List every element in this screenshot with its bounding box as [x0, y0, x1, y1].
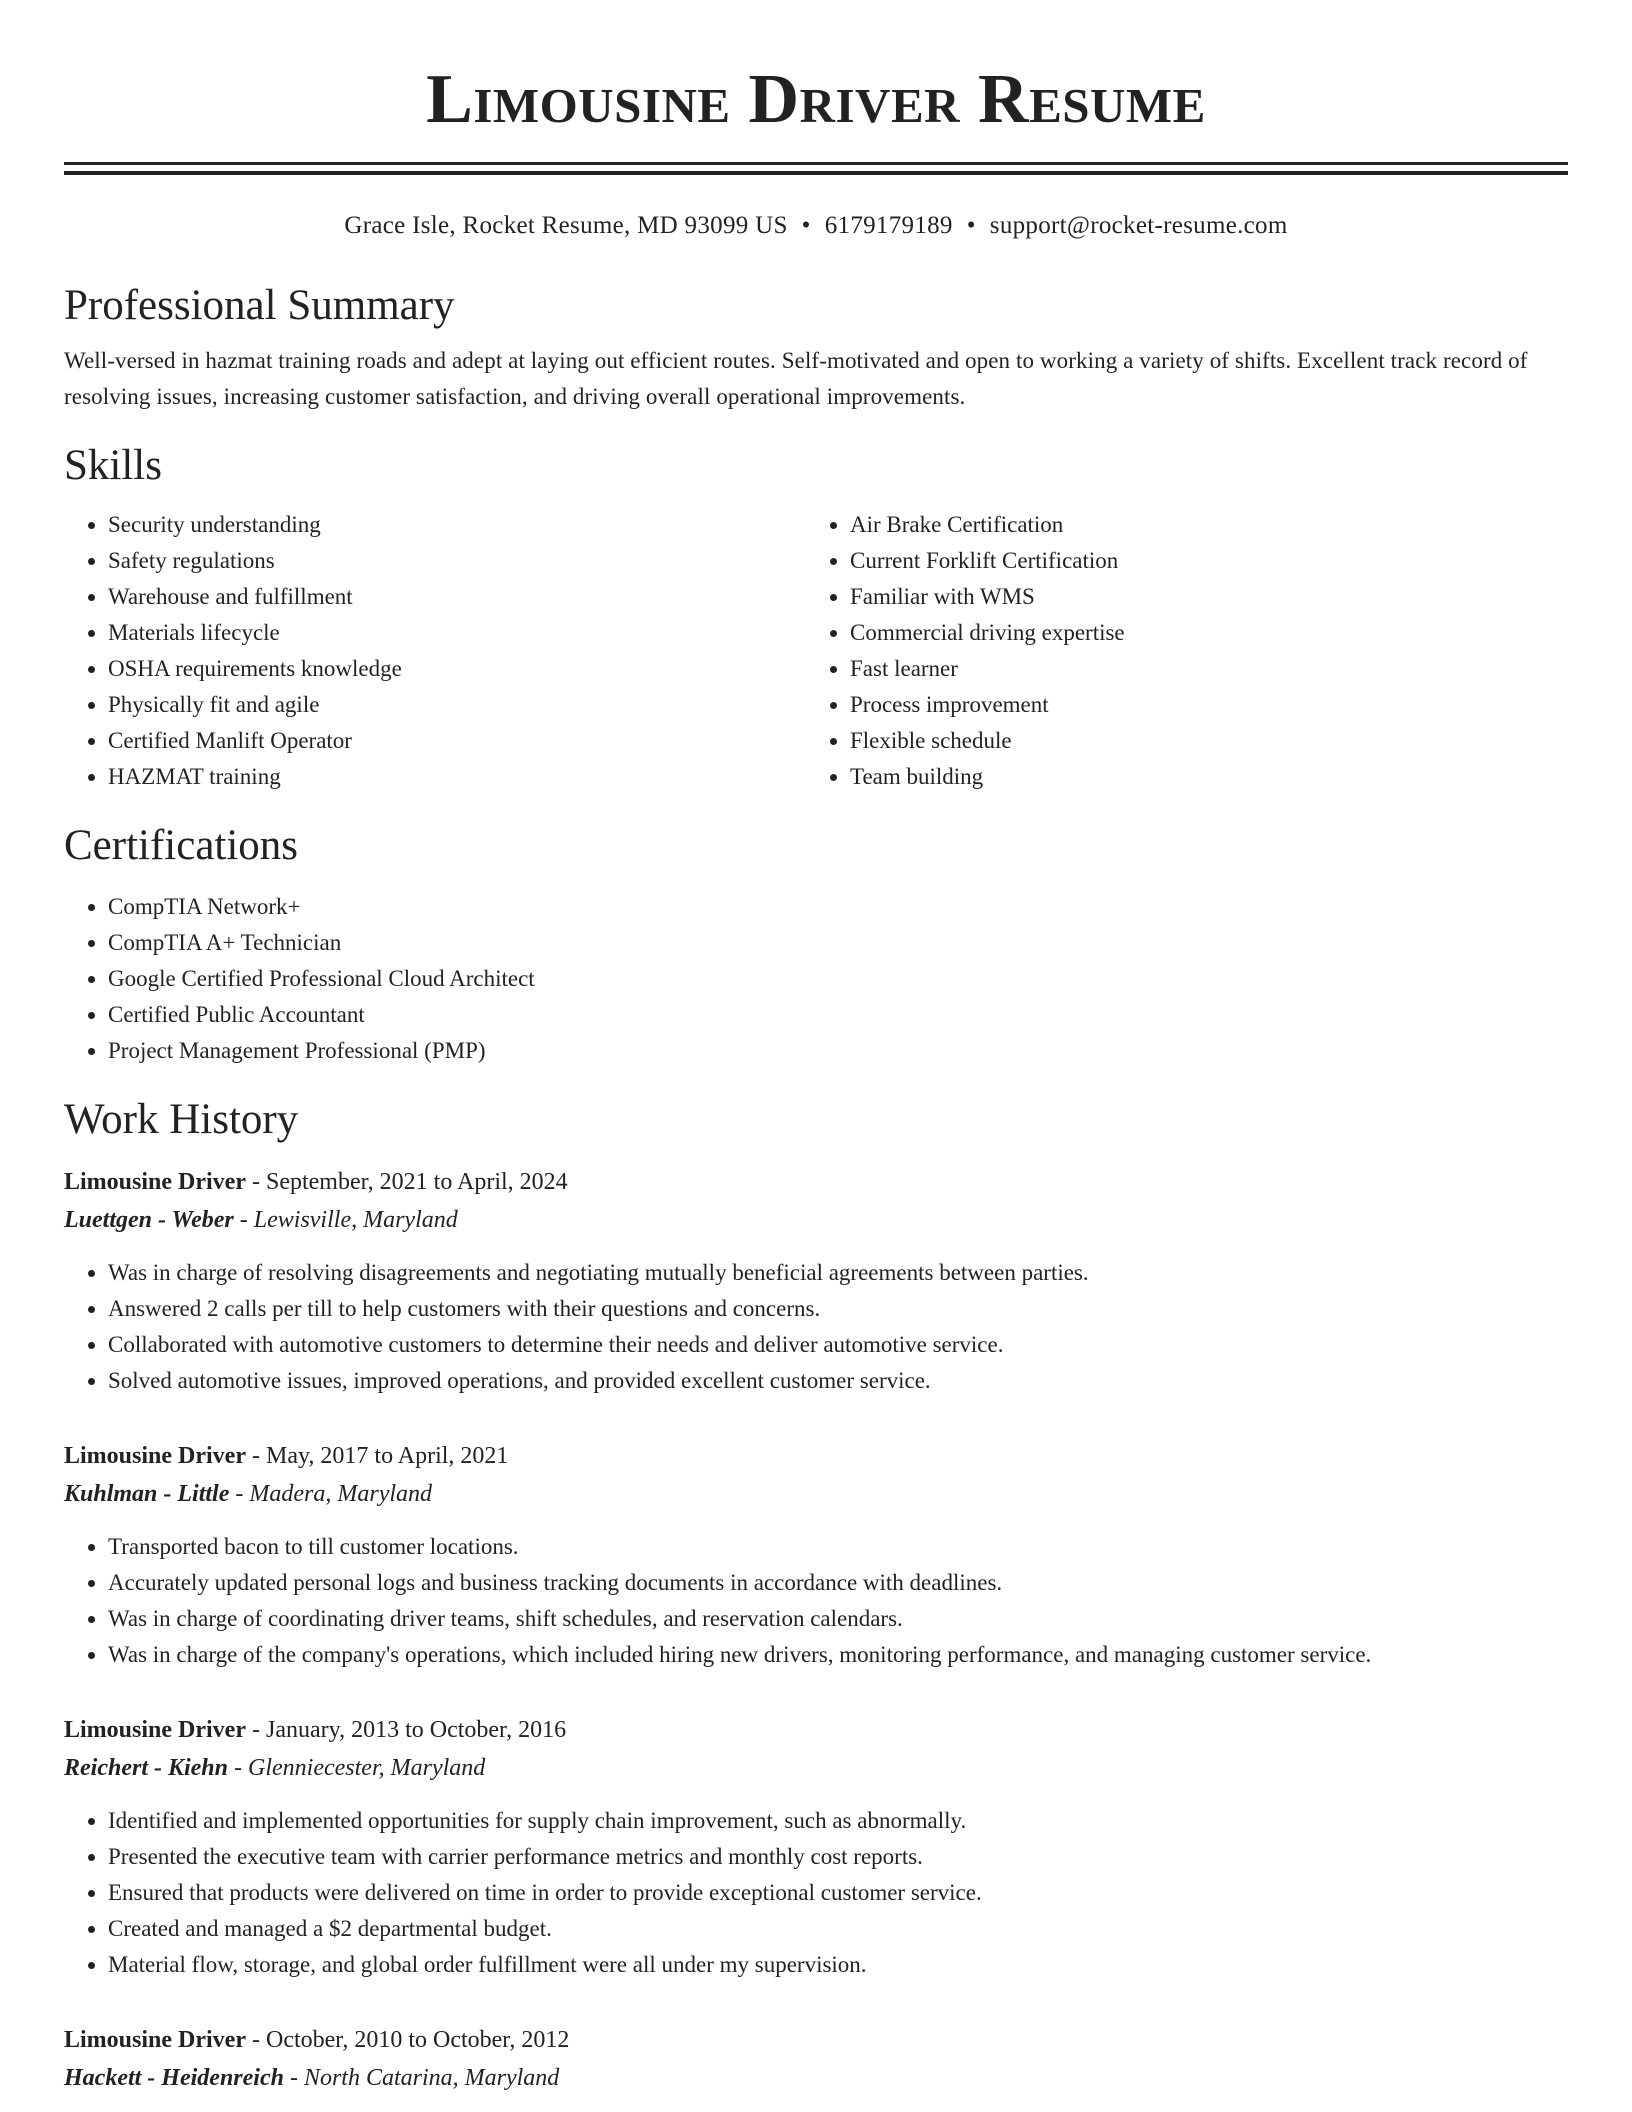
contact-separator: •	[966, 212, 976, 239]
job-company: Reichert - Kiehn	[64, 1755, 229, 1781]
job-title: Limousine Driver	[64, 1717, 246, 1743]
job-dash: -	[283, 2065, 304, 2091]
skills-columns	[64, 507, 1568, 795]
certifications-list	[64, 889, 1568, 1069]
job-title-line	[64, 1437, 1568, 1475]
job-bullet: • Answered 2 calls per till to help customers with their questions and concerns.	[108, 1291, 1568, 1327]
job-dash: -	[233, 1207, 254, 1233]
skill-item: • Warehouse and fulfillment	[108, 579, 806, 615]
skill-item: • Commercial driving expertise	[850, 615, 1548, 651]
certification-item: • CompTIA Network+	[108, 889, 1568, 925]
job-title-line	[64, 2021, 1568, 2059]
job-company-line	[64, 1201, 1568, 1239]
job-bullets	[64, 1803, 1568, 1983]
skill-item: • Familiar with WMS	[850, 579, 1548, 615]
job-title: Limousine Driver	[64, 1169, 246, 1195]
job-company: Hackett - Heidenreich	[64, 2065, 284, 2091]
contact-line	[64, 211, 1568, 241]
contact-separator: •	[801, 212, 811, 239]
job-dates: January, 2013 to October, 2016	[265, 1717, 567, 1743]
skill-item: • HAZMAT training	[108, 759, 806, 795]
contact-email: support@rocket-resume.com	[989, 212, 1288, 239]
job-title: Limousine Driver	[64, 1443, 246, 1469]
job-bullets	[64, 1255, 1568, 1399]
title-rule-top	[64, 162, 1568, 165]
certifications-heading: Certifications	[64, 822, 299, 869]
job-dates: October, 2010 to October, 2012	[265, 2027, 570, 2053]
certification-item: • Project Management Professional (PMP)	[108, 1033, 1568, 1069]
job-company-line	[64, 1475, 1568, 1513]
skills-left-column	[64, 507, 806, 795]
skill-item: • Current Forklift Certification	[850, 543, 1548, 579]
job-location: North Catarina, Maryland	[303, 2065, 560, 2091]
job-title: Limousine Driver	[64, 2027, 246, 2053]
job-bullet: • Material flow, storage, and global order fulfillment were all under my supervision.	[108, 1947, 1568, 1983]
skill-item: • Fast learner	[850, 651, 1548, 687]
job-entry	[64, 2021, 1568, 2097]
contact-phone: 6179179189	[824, 212, 953, 239]
skill-item: • Security understanding	[108, 507, 806, 543]
job-dash: -	[245, 2027, 266, 2053]
resume-page	[64, 0, 1568, 2097]
job-title-line	[64, 1711, 1568, 1749]
work-history-heading: Work History	[64, 1096, 299, 1143]
job-bullet: • Accurately updated personal logs and business tracking documents in accordance with deadlines.	[108, 1565, 1568, 1601]
summary-text: Well-versed in hazmat training roads and adept at laying out efficient routes. Self-motivated and open to working a variety of shifts. Excellent track record of resolving issues, increasing customer satisfaction, and driving overall operational improvements.	[64, 348, 1528, 409]
skill-item: • Air Brake Certification	[850, 507, 1548, 543]
job-bullet: • Solved automotive issues, improved operations, and provided excellent customer service.	[108, 1363, 1568, 1399]
job-dates: September, 2021 to April, 2024	[265, 1169, 568, 1195]
job-location: Lewisville, Maryland	[253, 1207, 458, 1233]
skill-item: • Flexible schedule	[850, 723, 1548, 759]
job-bullet: • Presented the executive team with carrier performance metrics and monthly cost reports.	[108, 1839, 1568, 1875]
certification-item: • Certified Public Accountant	[108, 997, 1568, 1033]
job-company-line	[64, 1749, 1568, 1787]
job-bullet: • Was in charge of coordinating driver teams, shift schedules, and reservation calendars.	[108, 1601, 1568, 1637]
skill-item: • OSHA requirements knowledge	[108, 651, 806, 687]
job-location: Glenniecester, Maryland	[248, 1755, 486, 1781]
job-company: Luettgen - Weber	[64, 1207, 234, 1233]
job-entry	[64, 1711, 1568, 1983]
skill-item: • Physically fit and agile	[108, 687, 806, 723]
job-dash: -	[245, 1169, 266, 1195]
title-rule-bottom	[64, 171, 1568, 175]
job-bullet: • Collaborated with automotive customers to determine their needs and deliver automotive service.	[108, 1327, 1568, 1363]
contact-address: Grace Isle, Rocket Resume, MD 93099 US	[344, 212, 788, 239]
job-bullet: • Created and managed a $2 departmental budget.	[108, 1911, 1568, 1947]
skill-item: • Materials lifecycle	[108, 615, 806, 651]
resume-title: Limousine Driver Resume	[426, 61, 1206, 138]
job-bullet: • Was in charge of the company's operations, which included hiring new drivers, monitoring performance, and managing customer service.	[108, 1637, 1568, 1673]
job-bullets	[64, 1529, 1568, 1673]
summary-heading: Professional Summary	[64, 282, 455, 329]
job-company-line	[64, 2059, 1568, 2097]
job-bullet: • Ensured that products were delivered on time in order to provide exceptional customer service.	[108, 1875, 1568, 1911]
certification-item: • Google Certified Professional Cloud Architect	[108, 961, 1568, 997]
skills-heading: Skills	[64, 442, 162, 489]
job-dash: -	[229, 1481, 250, 1507]
job-entry	[64, 1437, 1568, 1673]
job-location: Madera, Maryland	[249, 1481, 433, 1507]
skills-right-column	[806, 507, 1548, 795]
job-entry	[64, 1163, 1568, 1399]
skill-item: • Team building	[850, 759, 1548, 795]
skill-item: • Safety regulations	[108, 543, 806, 579]
skill-item: • Certified Manlift Operator	[108, 723, 806, 759]
job-company: Kuhlman - Little	[64, 1481, 230, 1507]
certification-item: • CompTIA A+ Technician	[108, 925, 1568, 961]
skills-right-list	[806, 507, 1548, 795]
job-dash: -	[245, 1717, 266, 1743]
job-bullet: • Was in charge of resolving disagreements and negotiating mutually beneficial agreements between parties.	[108, 1255, 1568, 1291]
skills-left-list	[64, 507, 806, 795]
job-dash: -	[245, 1443, 266, 1469]
skill-item: • Process improvement	[850, 687, 1548, 723]
job-bullet: • Transported bacon to till customer locations.	[108, 1529, 1568, 1565]
job-dash: -	[228, 1755, 249, 1781]
job-bullet: • Identified and implemented opportunities for supply chain improvement, such as abnormally.	[108, 1803, 1568, 1839]
job-title-line	[64, 1163, 1568, 1201]
job-dates: May, 2017 to April, 2021	[265, 1443, 509, 1469]
